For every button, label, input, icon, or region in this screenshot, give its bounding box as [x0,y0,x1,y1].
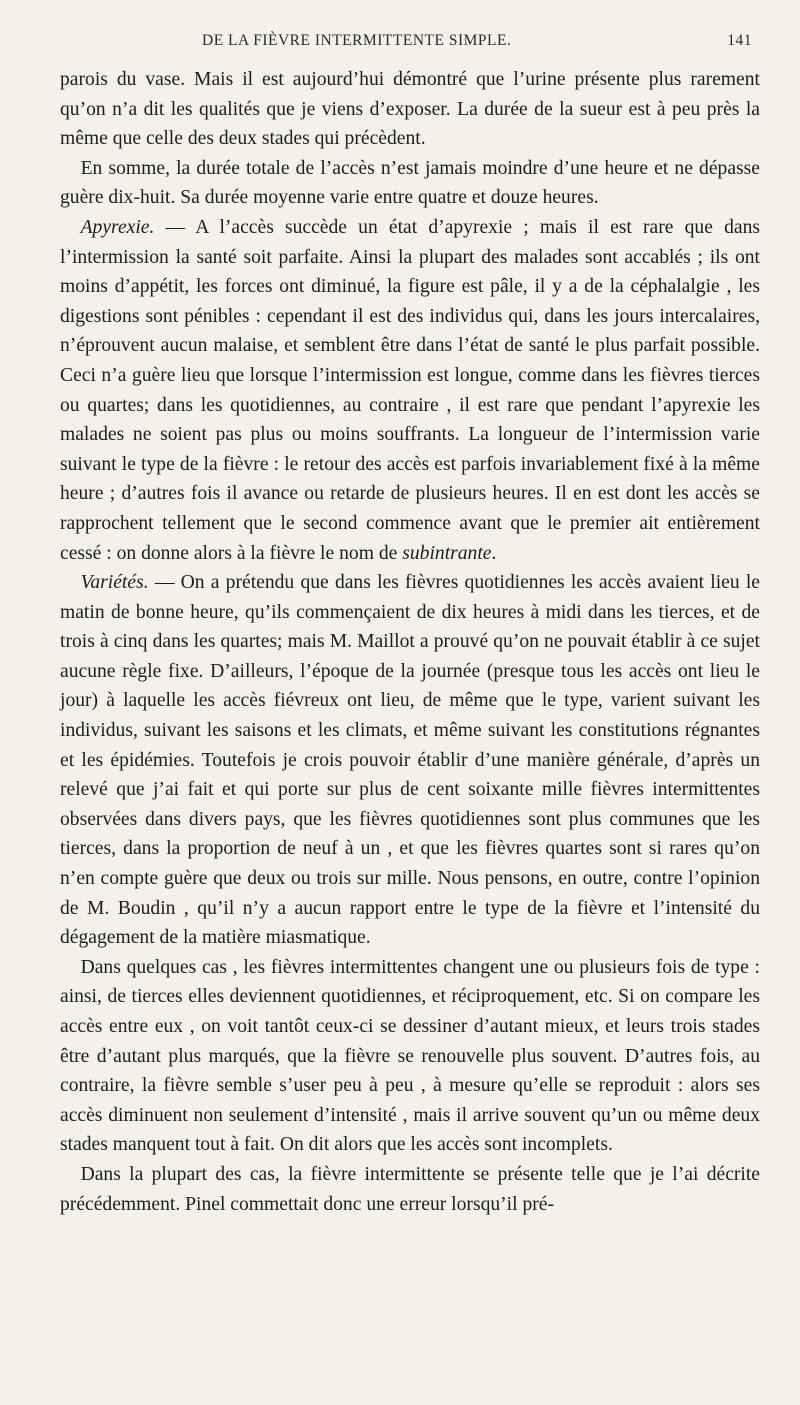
paragraph-text: En somme, la durée totale de l’accès n’est jamais moindre d’une heure et ne dépasse guère dix-huit. Sa durée moyenne varie entre quatre et douze heures. [60,157,760,209]
book-page [60,32,760,1219]
paragraph-text: Dans quelques cas , les fièvres intermittentes changent une ou plusieurs fois de type : ainsi, de tierces elles deviennent quotidiennes, et réciproquement, etc. Si on compare les accès entre eux , on voit tantôt ceux-ci se dessiner d’autant mieux, et leurs trois stades être d’autant plus marqués, que la fièvre se renouvelle plus souvent. D’autres fois, au contraire, la fièvre semble s’user peu à peu , à mesure qu’elle se reproduit : alors ses accès diminuent non seulement d’intensité , mais il arrive souvent qu’un ou même deux stades manquent tout à fait. On dit alors que les accès sont incomplets. [60,956,760,1156]
section-lead-varietes: Variétés. [80,572,149,594]
paragraph-text: parois du vase. Mais il est aujourd’hui démontré que l’urine présente plus rarement qu’on n’a dit les qualités que je viens d’exposer. La durée de la sueur est à peu près la même que celle des deux stades qui précèdent. [60,69,760,150]
paragraph-pinel [60,1160,760,1219]
paragraph-type-changes [60,953,760,1160]
paragraph-text: — On a prétendu que dans les fièvres quotidiennes les accès avaient lieu le matin de bonne heure, qu’ils commençaient de dix heures à midi dans les tierces, et de trois à cinq dans les quartes; mais M. Maillot a prouvé qu’on ne pouvait établir à ce sujet aucune règle fixe. D’ailleurs, l’époque de la journée (presque tous les accès ont lieu le jour) à laquelle les accès fiévreux ont lieu, de même que le type, varient suivant les individus, suivant les saisons et les climats, et même suivant les constitutions régnantes et les épidémies. Toutefois je crois pouvoir établir d’une manière générale, d’après un relevé que j’ai fait et qui porte sur plus de cent soixante mille fièvres intermittentes observées dans divers pays, que les fièvres quotidiennes sont plus communes que les tierces, dans la proportion de neuf à un , et que les fièvres quartes sont si rares qu’on n’en compte guère que deux ou trois sur mille. Nous pensons, en outre, contre l’opinion de M. Boudin , qu’il n’y a aucun rapport entre le type de la fièvre et l’intensité du dégagement de la matière miasmatique. [60,572,760,949]
page-number: 141 [727,32,752,49]
running-head [60,32,760,58]
paragraph-varietes [60,568,760,953]
paragraph-tail: . [491,542,497,564]
running-title: DE LA FIÈVRE INTERMITTENTE SIMPLE. [202,32,512,49]
italic-term-subintrante: subintrante [402,542,492,564]
section-lead-apyrexie: Apyrexie. [80,216,155,238]
paragraph-continuation [60,65,760,154]
body-text [60,65,760,1219]
paragraph-apyrexie [60,213,760,568]
paragraph-text: Dans la plupart des cas, la fièvre intermittente se présente telle que je l’ai décrite précédemment. Pinel commettait donc une erreur lorsqu’il pré- [60,1163,760,1215]
paragraph-text: — A l’accès succède un état d’apyrexie ; mais il est rare que dans l’intermission la santé soit parfaite. Ainsi la plupart des malades sont accablés ; ils ont moins d’appétit, les forces ont diminué, la figure est pâle, il y a de la céphalalgie , les digestions sont pénibles : cependant il est des individus qui, dans les jours intercalaires, n’éprouvent aucun malaise, et semblent être dans l’état de santé le plus parfait possible. Ceci n’a guère lieu que lorsque l’intermission est longue, comme dans les fièvres tierces ou quartes; dans les quotidiennes, au contraire , il est rare que pendant l’apyrexie les malades ne soient pas plus ou moins souffrants. La longueur de l’intermission varie suivant le type de la fièvre : le retour des accès est parfois invariablement fixé à la même heure ; d’autres fois il avance ou retarde de plusieurs heures. Il en est dont les accès se rapprochent tellement que le second commence avant que le premier ait entièrement cessé : on donne alors à la fièvre le nom de [60,216,760,564]
paragraph-duration [60,154,760,213]
